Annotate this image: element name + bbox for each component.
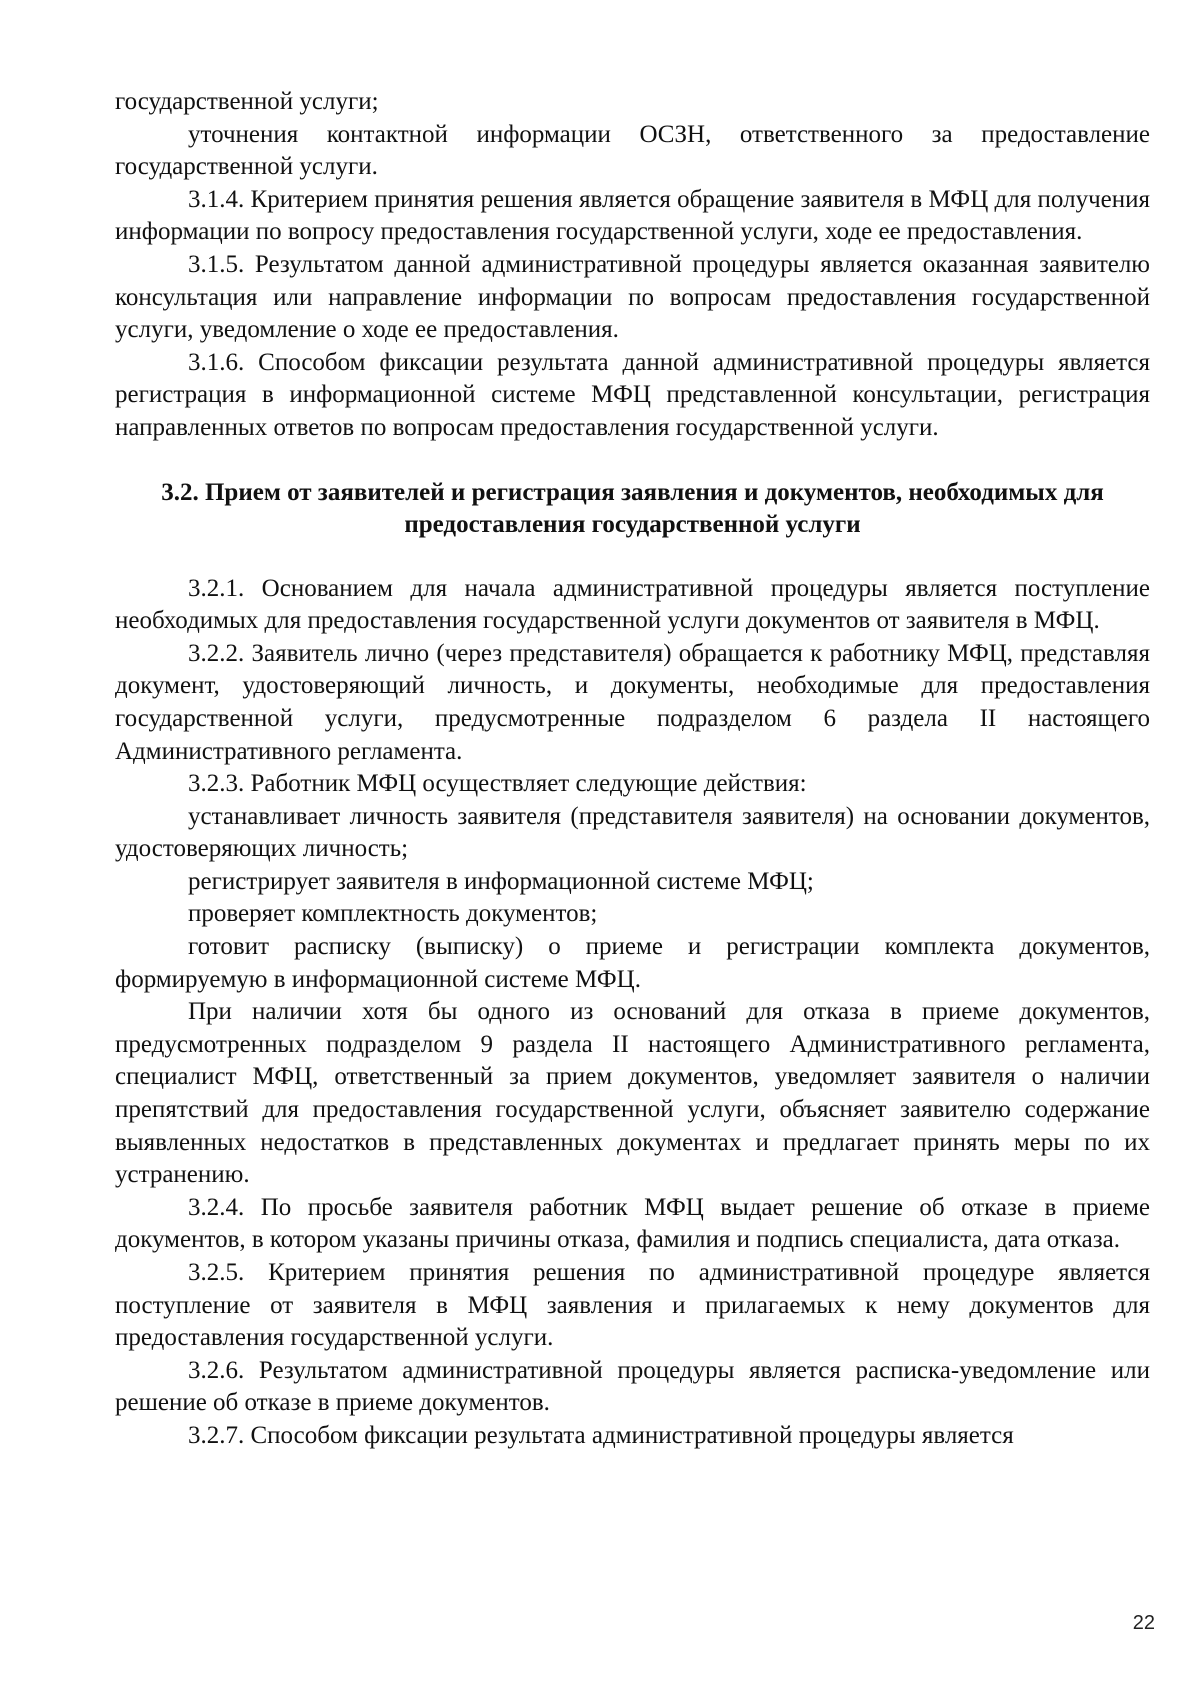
paragraph: уточнения контактной информации ОСЗН, ответственного за предоставление государственной услуги.: [115, 120, 1150, 181]
paragraph: устанавливает личность заявителя (представителя заявителя) на основании документов, удостоверяющих личность;: [115, 802, 1150, 863]
paragraph: 3.2.1. Основанием для начала административной процедуры является поступление необходимых для предоставления государственной услуги документов от заявителя в МФЦ.: [115, 574, 1150, 635]
section-heading: 3.2. Прием от заявителей и регистрация заявления и документов, необходимых для предоставления государственной услуги: [161, 478, 1104, 538]
page-number: 22: [1132, 1612, 1155, 1634]
paragraph: 3.1.6. Способом фиксации результата данной административной процедуры является регистрация в информационной системе МФЦ представленной консультации, регистрация направленных ответов по вопросам предоставления государственной услуги.: [115, 348, 1150, 441]
document-page: [115, 86, 1150, 1453]
paragraph: 3.2.3. Работник МФЦ осуществляет следующие действия:: [188, 770, 807, 798]
paragraph: 3.1.5. Результатом данной административной процедуры является оказанная заявителю консультация или направление информации по вопросам предоставления государственной услуги, уведомление о ходе ее предоставления.: [115, 250, 1150, 344]
paragraph: государственной услуги;: [115, 88, 379, 115]
paragraph: При наличии хотя бы одного из оснований для отказа в приеме документов, предусмотренных подразделом 9 раздела II настоящего Административного регламента, специалист МФЦ, ответственный за прием документов, уведомляет заявителя о наличии препятствий для предоставления государственной услуги, объясняет заявителю содержание выявленных недостатков в представленных документах и предлагает принять меры по их устранению.: [115, 998, 1150, 1189]
paragraph: 3.2.4. По просьбе заявителя работник МФЦ выдает решение об отказе в приеме документов, в котором указаны причины отказа, фамилия и подпись специалиста, дата отказа.: [115, 1193, 1150, 1254]
paragraphs-top: [115, 86, 1150, 445]
paragraph: 3.2.6. Результатом административной процедуры является расписка-уведомление или решение об отказе в приеме документов.: [115, 1356, 1150, 1417]
paragraph: готовит расписку (выписку) о приеме и регистрации комплекта документов, формируемую в информационной системе МФЦ.: [115, 933, 1150, 993]
paragraph: 3.2.2. Заявитель лично (через представителя) обращается к работнику МФЦ, представляя документ, удостоверяющий личность, и документы, необходимые для предоставления государственной услуги, предусмотренные подразделом 6 раздела II настоящего Административного регламента.: [115, 639, 1150, 765]
paragraph: регистрирует заявителя в информационной системе МФЦ;: [188, 867, 814, 895]
paragraph: 3.2.7. Способом фиксации результата административной процедуры является: [188, 1421, 1014, 1449]
paragraph: проверяет комплектность документов;: [188, 900, 598, 928]
paragraphs-bottom: [115, 573, 1150, 1453]
paragraph: 3.1.4. Критерием принятия решения является обращение заявителя в МФЦ для получения информации по вопросу предоставления государственной услуги, ходе ее предоставления.: [115, 185, 1150, 246]
paragraph: 3.2.5. Критерием принятия решения по административной процедуре является поступление от заявителя в МФЦ заявления и прилагаемых к нему документов для предоставления государственной услуги.: [115, 1259, 1150, 1352]
